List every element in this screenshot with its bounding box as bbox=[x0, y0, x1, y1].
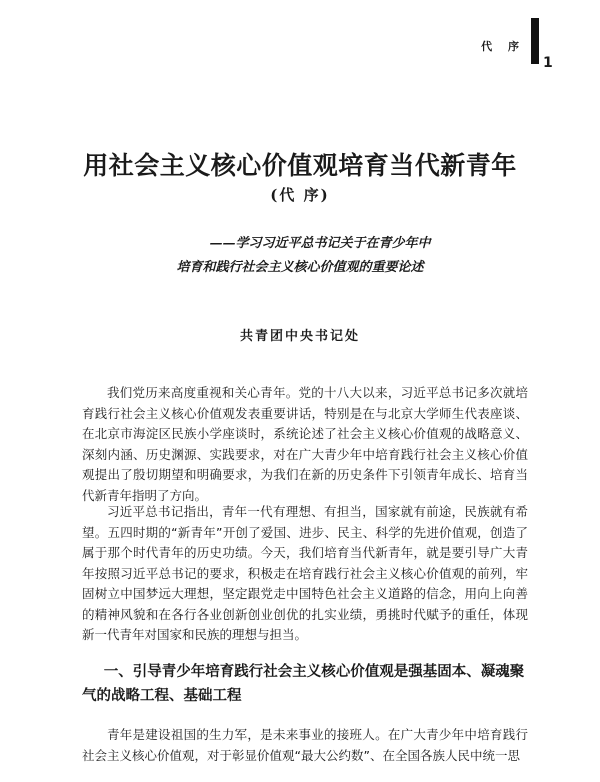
header-bar bbox=[531, 18, 539, 64]
subtitle-line-2: 培育和践行社会主义核心价值观的重要论述 bbox=[176, 260, 424, 275]
running-header: 代 序 bbox=[481, 40, 525, 53]
paragraph-3 bbox=[82, 725, 528, 766]
page-title: 用社会主义核心价值观培育当代新青年 bbox=[83, 151, 517, 180]
section-heading: 一、引导青少年培育践行社会主义核心价值观是强基固本、凝魂聚气的战略工程、基础工程 bbox=[82, 664, 525, 704]
paragraph-2 bbox=[82, 502, 528, 646]
paragraph-text: 青年是建设祖国的生力军，是未来事业的接班人。在广大青少年中培育践行社会主义核心价值观，对于彰显价值观“最大公约数”、在全国各族人民中统一思 bbox=[82, 727, 528, 763]
paragraph-1 bbox=[82, 383, 528, 506]
page-number: 1 bbox=[543, 55, 553, 71]
preface-tag: (代 序) bbox=[270, 186, 330, 204]
paragraph-text: 我们党历来高度重视和关心青年。党的十八大以来，习近平总书记多次就培育践行社会主义核心价值观发表重要讲话，特别是在与北京大学师生代表座谈、在北京市海淀区民族小学座谈时，系统论述了社会主义核心价值观的战略意义、深刻内涵、历史渊源、实践要求，对在广大青少年中培育践行社会主义核心价值观提出了殷切期望和明确要求，为我们在新的历史条件下引领青年成长、培育当代新青年指明了方向。 bbox=[82, 385, 528, 503]
author-line: 共青团中央书记处 bbox=[239, 329, 360, 344]
paragraph-text: 习近平总书记指出，青年一代有理想、有担当，国家就有前途，民族就有希望。五四时期的“新青年”开创了爱国、进步、民主、科学的先进价值观，创造了属于那个时代青年的历史功绩。今天，我们培育当代新青年，就是要引导广大青年按照习近平总书记的要求，积极走在培育践行社会主义核心价值观的前列，牢固树立中国梦远大理想，坚定跟党走中国特色社会主义道路的信念，用向上向善的精神风貌和在各行各业创新创业创优的扎实业绩，勇挑时代赋予的重任，体现新一代青年对国家和民族的理想与担当。 bbox=[82, 504, 528, 642]
subtitle-line-1: ——学习习近平总书记关于在青少年中 bbox=[209, 236, 431, 251]
